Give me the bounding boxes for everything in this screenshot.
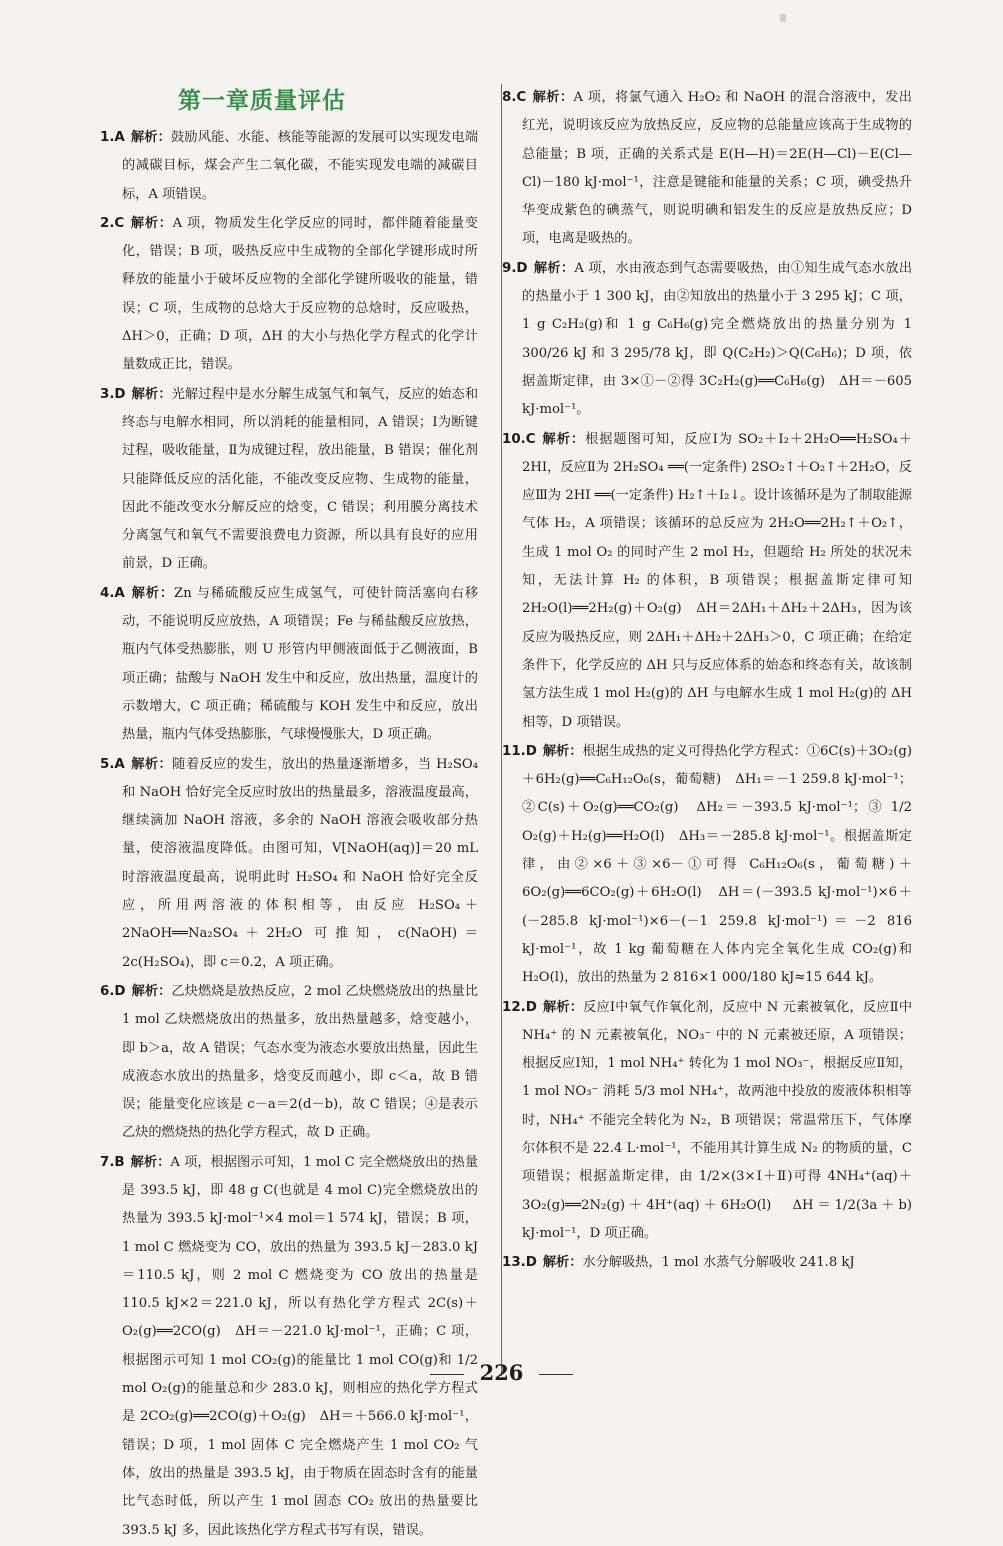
analysis-label: 解析： [542,1255,583,1271]
analysis-label: 解析： [130,756,173,772]
analysis-label: 解析： [131,983,172,999]
answer-item [100,751,478,977]
answer-item [502,255,912,425]
analysis-label: 解析： [542,743,583,759]
answer-text: Zn 与稀硫酸反应生成氢气，可使针筒活塞向右移动，不能说明反应放热，A 项错误；Fe 与稀盐酸反应放热，瓶内气体受热膨胀，则 U 形管内甲侧液面低于乙侧液面，B 项正确；盐酸与 NaOH 发生中和反应，放出热量，温度计的示数增大，C 项正确；稀硫酸与 KOH 发生中和反应，放出热量，瓶内气体受热膨胀，气球慢慢胀大，D 项正确。 [122,585,479,743]
answer-item [502,426,912,737]
answer-item [100,210,478,380]
answer-text: 光解过程中是水分解生成氢气和氧气，反应的始态和终态与电解水相同，所以消耗的能量相同，A 错误；Ⅰ为断键过程，吸收能量，Ⅱ为成键过程，放出能量，B 错误；催化剂只能降低反应的活化能，不能改变反应物、生成物的能量，因此不能改变水分解反应的焓变，C 错误；利用膜分离技术分离氢气和氧气不需要浪费电力资源，所以具有良好的应用前景，D 正确。 [122,386,479,572]
page-footer [0,1360,1003,1385]
answer-text: 根据题图可知，反应Ⅰ为 SO₂＋I₂＋2H₂O══H₂SO₄＋2HI，反应Ⅱ为 2H₂SO₄ ══(一定条件) 2SO₂↑＋O₂↑＋2H₂O，反应Ⅲ为 2HI ══(一定条件) H₂↑＋I₂↓。设计该循环是为了制取能源气体 H₂，A 项错误；该循环的总反应为 2H₂O══2H₂↑＋O₂↑，生成 1 mol O₂ 的同时产生 2 mol H₂，但题给 H₂ 所处的状况未知，无法计算 H₂ 的体积，B 项错误；根据盖斯定律可知 2H₂O(l)══2H₂(g)＋O₂(g) ΔH＝2ΔH₁＋ΔH₂＋2ΔH₃，因为该反应为吸热反应，则 2ΔH₁＋ΔH₂＋2ΔH₃＞0，C 项正确；在给定条件下，化学反应的 ΔH 只与反应体系的始态和终态有关，故该制氢方法生成 1 mol H₂(g)的 ΔH 与电解水生成 1 mol H₂(g)的 ΔH 相等，D 项错误。 [522,431,912,730]
analysis-label: 解析： [130,130,172,145]
answer-text: 随着反应的发生，放出的热量逐渐增多，当 H₂SO₄ 和 NaOH 恰好完全反应时放出的热量最多，溶液温度最高，继续滴加 NaOH 溶液，多余的 NaOH 溶液会吸收部分热量，使溶液温度降低。由图可知，V[NaOH(aq)]＝20 mL 时溶液温度最高，说明此时 H₂SO₄ 和 NaOH 恰好完全反应，所用两溶液的体积相等，由反应 H₂SO₄＋2NaOH══Na₂SO₄＋2H₂O 可推知，c(NaOH)＝2c(H₂SO₄)，即 c＝0.2，A 项正确。 [122,756,478,970]
answer-text: A 项，物质发生化学反应的同时，都伴随着能量变化，错误；B 项，吸热反应中生成物的全部化学键形成时所释放的能量小于破坏反应物的全部化学键所吸收的能量，错误；C 项，生成物的总焓大于反应物的总焓时，反应吸热，ΔH＞0，正确；D 项，ΔH 的大小与热化学方程式的化学计量数成正比，错误。 [122,215,478,373]
answer-text: 反应Ⅰ中氧气作氧化剂，反应中 N 元素被氧化，反应Ⅱ中 NH₄⁺ 的 N 元素被氧化，NO₃⁻ 中的 N 元素被还原，A 项错误；根据反应Ⅰ知，1 mol NH₄⁺ 转化为 1 mol NO₃⁻，根据反应Ⅱ知，1 mol NO₃⁻ 消耗 5/3 mol NH₄⁺，故两池中投放的废液体积相等时，NH₄⁺ 不能完全转化为 N₂，B 项错误；常温常压下，气体摩尔体积不是 22.4 L·mol⁻¹，不能用其计算生成 N₂ 的物质的量，C 项错误；根据盖斯定律，由 1/2×(3×Ⅰ＋Ⅱ)可得 4NH₄⁺(aq)＋3O₂(g)══2N₂(g)＋4H⁺(aq)＋6H₂O(l) ΔH＝1/2(3a＋b) kJ·mol⁻¹，D 项正确。 [522,999,913,1241]
answer-item [100,381,478,579]
left-column [100,124,478,1546]
answer-number: 7.B [100,1154,125,1170]
answer-number: 4.A [100,585,125,601]
analysis-label: 解析： [532,90,574,105]
answer-number: 5.A [100,756,125,772]
corner-mark [780,14,786,22]
analysis-label: 解析： [542,999,584,1015]
answer-number: 3.D [100,386,126,402]
answer-item [502,738,912,993]
answer-number: 2.C [100,215,125,231]
answer-item [502,84,912,254]
answer-item [100,978,478,1148]
answer-text: A 项，水由液态到气态需要吸热，由①知生成气态水放出的热量小于 1 300 kJ，由②知放出的热量小于 3 295 kJ；C 项，1 g C₂H₂(g)和 1 g C₆H₆(g)完全燃烧放出的热量分别为 1 300/26 kJ 和 3 295/78 kJ，即 Q(C₂H₂)＞Q(C₆H₆)；D 项，依据盖斯定律，由 3×①－②得 3C₂H₂(g)══C₆H₆(g) ΔH＝－605 kJ·mol⁻¹。 [522,260,913,418]
answer-text: 根据生成热的定义可得热化学方程式：①6C(s)＋3O₂(g)＋6H₂(g)══C₆H₁₂O₆(s，葡萄糖) ΔH₁＝－1 259.8 kJ·mol⁻¹；②C(s)＋O₂(g)══CO₂(g) ΔH₂＝－393.5 kJ·mol⁻¹；③ 1/2 O₂(g)＋H₂(g)══H₂O(l) ΔH₃＝－285.8 kJ·mol⁻¹。根据盖斯定律，由②×6＋③×6－①可得 C₆H₁₂O₆(s，葡萄糖)＋6O₂(g)══6CO₂(g)＋6H₂O(l) ΔH＝(－393.5 kJ·mol⁻¹)×6＋(－285.8 kJ·mol⁻¹)×6－(－1 259.8 kJ·mol⁻¹)＝－2 816 kJ·mol⁻¹，故 1 kg 葡萄糖在人体内完全氧化生成 CO₂(g)和 H₂O(l)，放出的热量为 2 816×1 000/180 kJ≈15 644 kJ。 [522,743,912,986]
answer-text: 鼓励风能、水能、核能等能源的发展可以实现发电端的减碳目标，煤会产生二氧化碳，不能实现发电端的减碳目标，A 项错误。 [122,130,479,202]
answer-number: 6.D [100,983,126,999]
answer-number: 8.C [502,90,527,105]
answer-number: 11.D [502,743,537,759]
right-column [502,84,912,1278]
answer-number: 12.D [502,999,537,1015]
analysis-label: 解析： [533,260,575,276]
answer-text: A 项，将氯气通入 H₂O₂ 和 NaOH 的混合溶液中，发出红光，说明该反应为放热反应，反应物的总能量应该高于生成物的总能量；B 项，正确的关系式是 E(H—H)＝2E(H—Cl)－E(Cl—Cl)－180 kJ·mol⁻¹，注意是键能和能量的关系；C 项，碘受热升华变成紫色的碘蒸气，则说明碘和铝发生的反应是放热反应；D 项，电离是吸热的。 [522,90,912,247]
analysis-label: 解析： [131,386,172,402]
answer-item [502,1249,912,1277]
analysis-label: 解析： [130,215,173,231]
answer-number: 1.A [100,130,125,145]
footer-rule-right [539,1374,573,1376]
answer-item [502,994,912,1249]
page-title: 第一章质量评估 [178,88,346,114]
answer-text: A 项，根据图示可知，1 mol C 完全燃烧放出的热量是 393.5 kJ，即 48 g C(也就是 4 mol C)完全燃烧放出的热量为 393.5 kJ·mol⁻¹×4 mol＝1 574 kJ，错误；B 项，1 mol C 燃烧变为 CO，放出的热量为 393.5 kJ－283.0 kJ＝110.5 kJ，则 2 mol C 燃烧变为 CO 放出的热量是 110.5 kJ×2＝221.0 kJ，所以有热化学方程式 2C(s)＋O₂(g)══2CO(g) ΔH＝－221.0 kJ·mol⁻¹，正确；C 项，根据图示可知 1 mol CO₂(g)的能量比 1 mol CO(g)和 1/2 mol O₂(g)的能量总和少 283.0 kJ，则相应的热化学方程式是 2CO₂(g)══2CO(g)＋O₂(g) ΔH＝＋566.0 kJ·mol⁻¹，错误；D 项，1 mol 固体 C 完全燃烧产生 1 mol CO₂ 气体，放出的热量是 393.5 kJ，由于物质在固态时含有的能量比气态时低，所以产生 1 mol 固态 CO₂ 放出的热量要比 393.5 kJ 多，因此该热化学方程式书写有误，错误。 [122,1154,479,1538]
analysis-label: 解析： [130,1154,171,1170]
footer-rule-left [430,1374,464,1376]
analysis-label: 解析： [541,431,586,447]
analysis-label: 解析： [130,585,175,601]
answer-item [100,580,478,750]
answer-item [100,124,478,209]
page-number: 226 [479,1360,524,1385]
answer-text: 水分解吸热，1 mol 水蒸气分解吸收 241.8 kJ [582,1255,855,1271]
answer-number: 13.D [502,1255,537,1271]
answer-number: 10.C [502,431,536,447]
answer-number: 9.D [502,260,528,276]
answer-text: 乙炔燃烧是放热反应，2 mol 乙炔燃烧放出的热量比 1 mol 乙炔燃烧放出的热量多，放出热量越多，焓变越小，即 b＞a，故 A 错误；气态水变为液态水要放出热量，因此生成液态水放出的热量多，焓变反而越小，即 c＜a，故 B 错误；能量变化应该是 c－a＝2(d－b)，故 C 错误；④是表示乙炔的燃烧热的热化学方程式，故 D 正确。 [122,983,479,1141]
answer-item [100,1149,478,1545]
